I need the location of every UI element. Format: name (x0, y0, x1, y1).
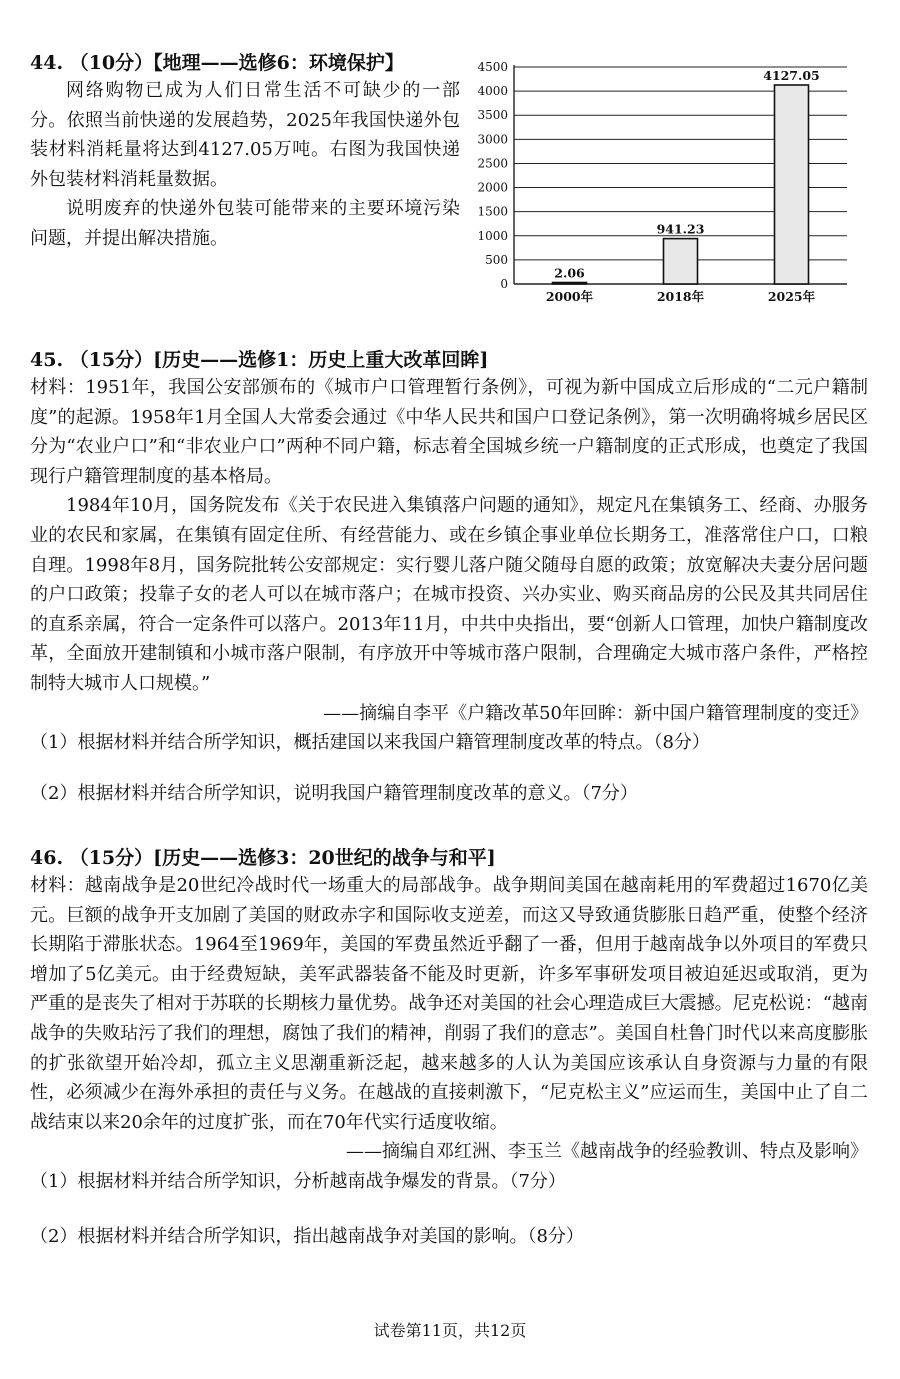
y-tick-label: 0 (500, 277, 508, 291)
bar-value-label: 2.06 (554, 265, 585, 281)
question-45 (30, 347, 868, 808)
question-45-subquestion-2: （2）根据材料并结合所学知识，说明我国户籍管理制度改革的意义。（7分） (30, 783, 638, 805)
bar (664, 239, 698, 284)
question-46-material: 材料：越南战争是20世纪冷战时代一场重大的局部战争。战争期间美国在越南耗用的军费超过1670亿美元。巨额的战争开支加剧了美国的财政赤字和国际收支逆差，而这又导致通货膨胀日趋严重，使整个经济长期陷于滞胀状态。1964至1969年，美国的军费虽然近乎翻了一番，但用于越南战争以外项目的军费只增加了5亿美元。由于经费短缺，美军武器装备不能及时更新，许多军事研发项目被迫延迟或取消，更为严重的是丧失了相对于苏联的长期核力量优势。战争还对美国的社会心理造成巨大震撼。尼克松说：“越南战争的失败玷污了我们的理想，腐蚀了我们的精神，削弱了我们的意志”。美国自杜鲁门时代以来高度膨胀的扩张欲望开始冷却，孤立主义思潮重新泛起，越来越多的人认为美国应该承认自身资源与力量的有限性，必须减少在海外承担的责任与义务。在越战的直接刺激下，“尼克松主义”应运而生，美国中止了自二战结束以来20余年的过度扩张，而在70年代实行适度收缩。 (30, 875, 868, 1133)
y-tick-label: 3000 (477, 132, 508, 147)
y-tick-label: 500 (485, 252, 508, 267)
page-footer: 试卷第11页，共12页 (373, 1321, 527, 1340)
question-46-heading: 46. （15分）[历史——选修3：20世纪的战争与和平] (30, 847, 496, 869)
question-46-subquestion-1: （1）根据材料并结合所学知识，分析越南战争爆发的背景。（7分） (30, 1170, 566, 1192)
question-45-source: ——摘编自李平《户籍改革50年回眸：新中国户籍管理制度的变迁》 (323, 702, 868, 724)
question-44-prompt: 说明废弃的快递外包装可能带来的主要环境污染问题，并提出解决措施。 (30, 198, 460, 249)
bar-value-label: 941.23 (656, 221, 705, 237)
y-tick-label: 4000 (477, 84, 508, 99)
question-45-material-1: 材料：1951年，我国公安部颁布的《城市户口管理暂行条例》，可视为新中国成立后形成的“二元户籍制度”的起源。1958年1月全国人大常委会通过《中华人民共和国户口登记条例》，第一次明确将城乡居民区分为“农业户口”和“非农业户口”两种不同户籍，标志着全国城乡统一户籍制度的正式形成，也奠定了我国现行户籍管理制度的基本格局。 (30, 377, 868, 487)
x-category-label: 2018年 (656, 289, 705, 304)
packaging-consumption-chart (462, 55, 862, 315)
y-tick-label: 2000 (477, 180, 508, 195)
y-tick-label: 3500 (477, 108, 508, 123)
question-44-material: 网络购物已成为人们日常生活不可缺少的一部分。依照当前快递的发展趋势，2025年我国快递外包装材料消耗量将达到4127.05万吨。右图为我国快递外包装材料消耗量数据。 (30, 80, 460, 190)
bar (775, 85, 809, 284)
x-category-label: 2000年 (545, 289, 594, 304)
question-45-heading: 45. （15分）[历史——选修1：历史上重大改革回眸] (30, 349, 489, 371)
y-tick-label: 1500 (477, 204, 508, 219)
bar (553, 283, 587, 285)
question-45-subquestion-1: （1）根据材料并结合所学知识，概括建国以来我国户籍管理制度改革的特点。（8分） (30, 732, 710, 754)
y-tick-label: 4500 (477, 60, 508, 74)
question-44 (30, 50, 460, 253)
question-44-heading: 44. （10分）【地理——选修6：环境保护】 (30, 52, 404, 74)
x-category-label: 2025年 (767, 289, 816, 304)
question-46-subquestion-2: （2）根据材料并结合所学知识，指出越南战争对美国的影响。（8分） (30, 1225, 584, 1247)
y-tick-label: 2500 (477, 156, 508, 171)
question-45-material-2: 1984年10月，国务院发布《关于农民进入集镇落户问题的通知》，规定凡在集镇务工、经商、办服务业的农民和家属，在集镇有固定住所、有经营能力、或在乡镇企事业单位长期务工，准落常住户口，口粮自理。1998年8月，国务院批转公安部规定：实行婴儿落户随父随母自愿的政策；放宽解决夫妻分居问题的户口政策；投靠子女的老人可以在城市落户；在城市投资、兴办实业、购买商品房的公民及其共同居住的直系亲属，符合一定条件可以落户。2013年11月，中共中央指出，要“创新人口管理，加快户籍制度改革，全面放开建制镇和小城市落户限制，有序放开中等城市落户限制，合理确定大城市落户条件，严格控制特大城市人口规模。” (30, 495, 868, 694)
bar-chart-svg (462, 55, 862, 315)
y-tick-label: 1000 (477, 228, 508, 243)
question-46-source: ——摘编自邓红洲、李玉兰《越南战争的经验教训、特点及影响》 (346, 1141, 868, 1163)
question-46 (30, 845, 868, 1251)
bar-value-label: 4127.05 (763, 67, 820, 83)
